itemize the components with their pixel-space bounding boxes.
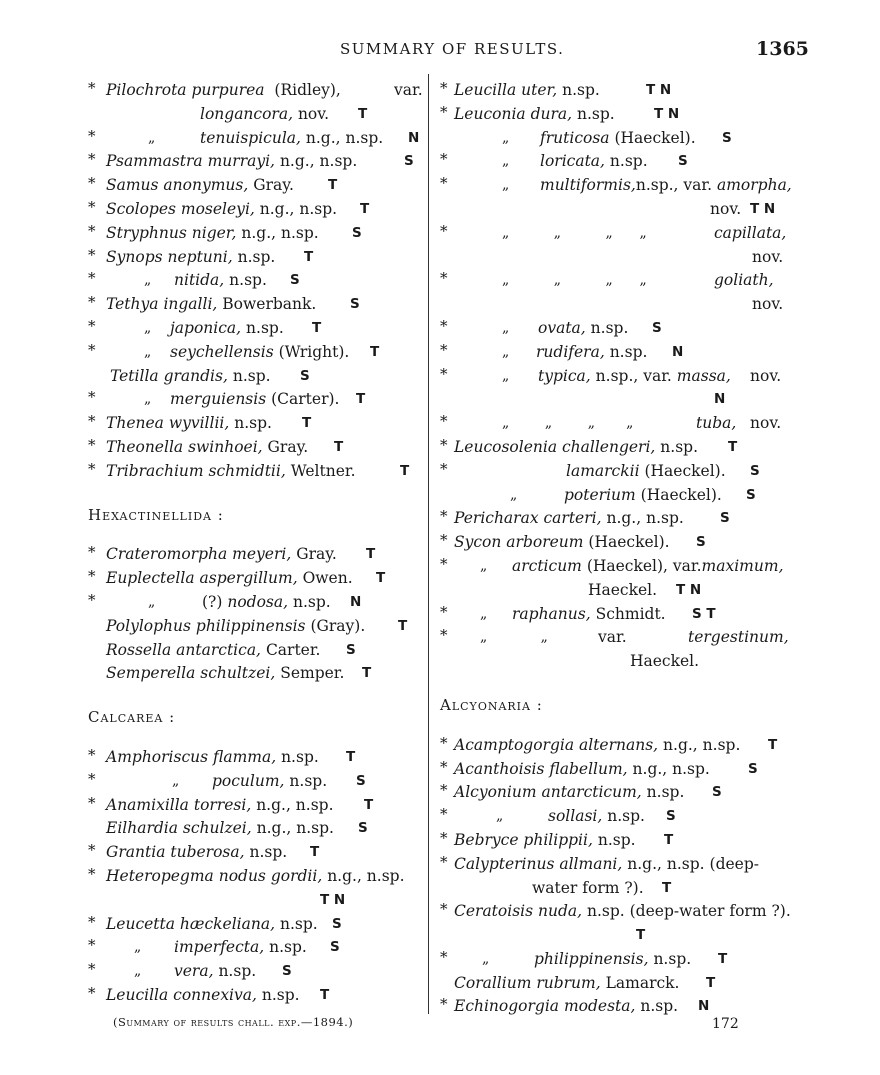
running-header xyxy=(0,38,880,62)
entry: * „ ovata, n.sp. S xyxy=(440,316,662,337)
entry: * Leucilla connexiva, n.sp. T xyxy=(88,983,330,1004)
section-heading-hexactinellida: Hexactinellida : xyxy=(88,505,224,524)
footer-note: (Summary of results chall. exp.—1894.) xyxy=(113,1015,354,1029)
entry: * „ philippinensis, n.sp. T xyxy=(440,947,728,968)
entry: * „ „ „ „ goliath, xyxy=(440,269,774,290)
entry: * Sycon arboreum (Haeckel). S xyxy=(440,531,706,552)
running-title: SUMMARY OF RESULTS. xyxy=(340,40,565,58)
entry: Corallium rubrum, Lamarck. T xyxy=(454,973,716,992)
entry: „ fruticosa (Haeckel). S xyxy=(502,128,732,147)
entry: * Synops neptuni, n.sp. T xyxy=(88,245,314,266)
entry-continuation: Haeckel. xyxy=(630,652,700,671)
entry: * „ nitida, n.sp. S xyxy=(88,269,300,290)
entry-continuation: nov. xyxy=(752,247,784,266)
entry: * lamarckii (Haeckel). S xyxy=(440,459,760,480)
entry: * Amphoriscus flamma, n.sp. T xyxy=(88,745,356,766)
entry: * Anamixilla torresi, n.g., n.sp. T xyxy=(88,793,374,814)
right-column xyxy=(440,79,790,1019)
entry-continuation: nov. xyxy=(752,295,784,314)
entry: * Calypterinus allmani, n.g., n.sp. (deep- xyxy=(440,852,759,873)
entry: * „ (?) nodosa, n.sp. N xyxy=(88,590,362,611)
entry: Semperella schultzei, Semper. T xyxy=(106,664,372,683)
entry: * „ sollasi, n.sp. S xyxy=(440,805,676,826)
entry: * Echinogorgia modesta, n.sp. N xyxy=(440,995,710,1016)
entry: * Samus anonymus, Gray. T xyxy=(88,174,338,195)
entry: * Tethya ingalli, Bowerbank. S xyxy=(88,293,360,314)
section-heading-calcarea: Calcarea : xyxy=(88,708,176,727)
entry: Rossella antarctica, Carter. S xyxy=(106,640,356,659)
entry: * Pilochrota purpurea (Ridley), var. xyxy=(88,79,423,99)
page-number: 1365 xyxy=(756,38,809,60)
entry-continuation: water form ?). T xyxy=(532,878,672,897)
entry: * Stryphnus niger, n.g., n.sp. S xyxy=(88,221,362,242)
entry-continuation: N xyxy=(714,391,726,408)
entry: * Tribrachium schmidtii, Weltner. T xyxy=(88,459,410,480)
entry: * „ imperfecta, n.sp. S xyxy=(88,936,340,957)
entry: * Acanthoisis flabellum, n.g., n.sp. S xyxy=(440,757,758,778)
entry: * Acamptogorgia alternans, n.g., n.sp. T xyxy=(440,733,778,754)
entry-continuation: T xyxy=(636,927,646,944)
entry: * Crateromorpha meyeri, Gray. T xyxy=(88,543,376,564)
entry: * „ „ „ „ tuba, nov. xyxy=(440,412,782,433)
entry: * Grantia tuberosa, n.sp. T xyxy=(88,841,320,862)
entry: Eilhardia schulzei, n.g., n.sp. S xyxy=(106,819,368,838)
entry: „ poterium (Haeckel). S xyxy=(510,485,756,504)
entry: * Thenea wyvillii, n.sp. T xyxy=(88,412,312,433)
entry: longancora, nov. T xyxy=(200,104,368,123)
signature-mark: 172 xyxy=(712,1016,739,1032)
entry: Polylophus philippinensis (Gray). T xyxy=(106,616,408,635)
entry: * „ merguiensis (Carter). T xyxy=(88,388,366,409)
entry: * Ceratoisis nuda, n.sp. (deep-water form ?). xyxy=(440,900,791,921)
entry: * Leuconia dura, n.sp. T N xyxy=(440,102,680,123)
entry: * „ „ „ „ capillata, xyxy=(440,221,787,242)
entry: * Psammastra murrayi, n.g., n.sp. S xyxy=(88,150,414,171)
entry: * Leucosolenia challengeri, n.sp. T xyxy=(440,435,738,456)
entry: * Alcyonium antarcticum, n.sp. S xyxy=(440,781,722,802)
entry: Tetilla grandis, n.sp. S xyxy=(110,366,310,385)
entry: * „ vera, n.sp. S xyxy=(88,960,292,981)
entry: * „ seychellensis (Wright). T xyxy=(88,340,380,361)
entry: * „ japonica, n.sp. T xyxy=(88,316,322,337)
entry: * „ typica, n.sp., var. massa, nov. xyxy=(440,364,782,385)
entry: * Pericharax carteri, n.g., n.sp. S xyxy=(440,507,730,528)
entry: * „ arcticum (Haeckel), var.maximum, xyxy=(440,554,784,575)
entry: * „ „ var. tergestinum, xyxy=(440,626,789,647)
entry: * „ multiformis,n.sp., var. amorpha, xyxy=(440,174,792,195)
entry-continuation: nov. T N xyxy=(710,199,776,218)
entry: * Heteropegma nodus gordii, n.g., n.sp. xyxy=(88,864,405,885)
section-heading-alcyonaria: Alcyonaria : xyxy=(440,695,543,714)
entry: * Euplectella aspergillum, Owen. T xyxy=(88,567,386,588)
entry-continuation: T N xyxy=(320,891,346,908)
entry: * Bebryce philippii, n.sp. T xyxy=(440,828,674,849)
entry: * „ raphanus, Schmidt. S T xyxy=(440,602,716,623)
left-column xyxy=(88,79,423,1008)
column-divider xyxy=(428,74,429,1014)
entry-continuation: Haeckel. T N xyxy=(588,580,702,599)
entry: * „ loricata, n.sp. S xyxy=(440,150,688,171)
entry: * Leucilla uter, n.sp. T N xyxy=(440,79,672,99)
entry: * „ rudifera, n.sp. N xyxy=(440,340,684,361)
entry: * Leucetta hæckeliana, n.sp. S xyxy=(88,912,342,933)
entry: * „ tenuispicula, n.g., n.sp. N xyxy=(88,126,420,147)
entry: * „ poculum, n.sp. S xyxy=(88,769,366,790)
entry: * Scolopes moseleyi, n.g., n.sp. T xyxy=(88,197,370,218)
entry: * Theonella swinhoei, Gray. T xyxy=(88,435,344,456)
